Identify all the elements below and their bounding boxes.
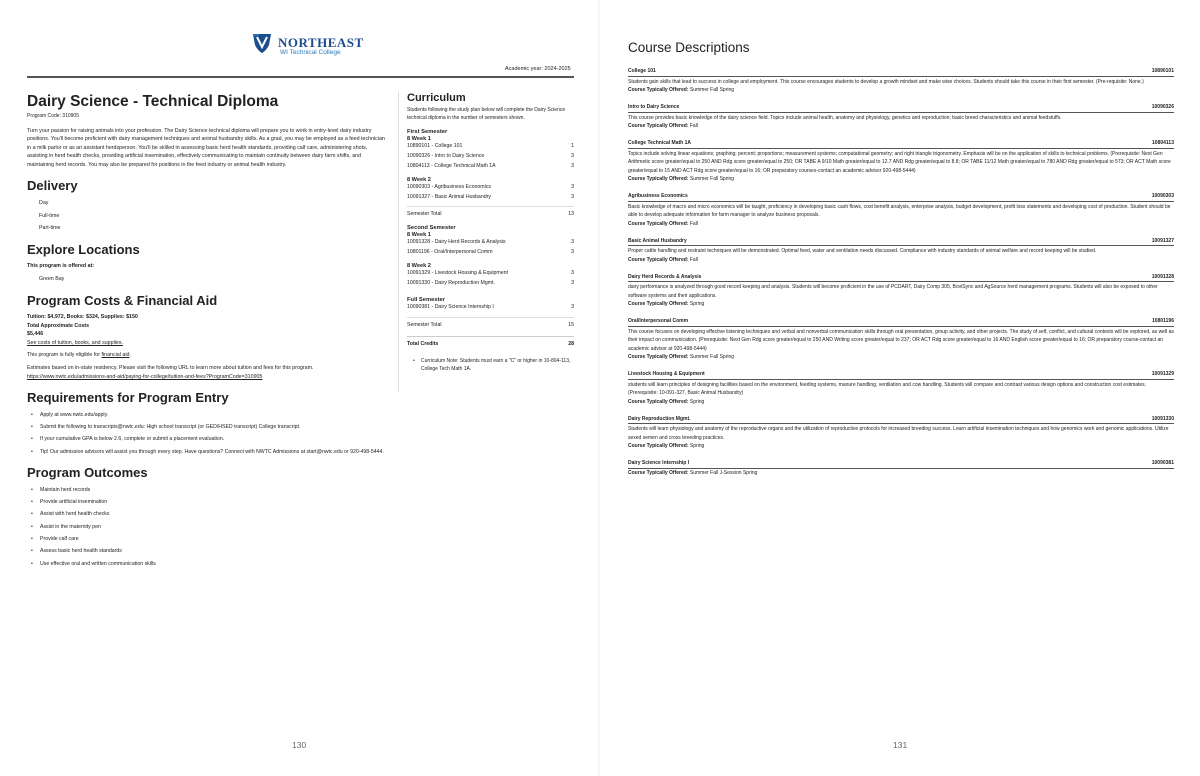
curriculum-course-row [407,162,574,172]
course-code: 10091330 [1151,415,1174,422]
course-description [628,371,1174,406]
outcome-item: • Assess basic herd health standards [39,547,385,555]
course-description [628,238,1174,264]
course-text: Students will learn physiology and anatomy of the reproductive organs and the utilization of reproductive protocols for increased breeding success. Learn artificial insemination techniques and how genomics work and genomic applications. Utilize sexed semen and cross breeding practices. [628,426,1169,441]
course-header [628,68,1174,77]
total-credits-value: 28 [568,340,574,347]
program-code: Program Code: 310905 [27,112,79,119]
course-title: Oral/Interpersonal Comm [628,318,689,324]
semester-total-value: 15 [568,321,574,328]
course-code: 10091328 [1151,273,1174,280]
semester-name: Full Semester [407,296,446,303]
delivery-item: Full-time [39,212,60,219]
course-name: 10091327 - Basic Animal Husbandry [407,193,491,200]
course-description [628,460,1174,477]
course-description [628,274,1174,309]
course-title: Intro to Dairy Science [628,104,680,110]
course-credits: 3 [571,280,574,286]
curriculum-course-row [407,183,574,193]
course-text: dairy performance is analyzed through good record keeping and analysis. Students will become proficient in the use of PCDART, Dairy Comp 305, BoviSync and AgSource herd management programs. Students will also be exposed to other software systems and their applications. [628,284,1158,299]
course-name: 10090326 - Intro to Dairy Science [407,152,485,159]
outcome-item: • Provide calf care [39,535,385,543]
course-description [628,104,1174,130]
curriculum-course-row [407,279,574,289]
course-text: This course provides basic knowledge of the dairy science field. Topics include animal health, anatomy and physiology, genetics and reproduction; basic breed characteristics and animal feedstuffs. [628,114,1062,121]
course-name: 10091329 - Livestock Housing & Equipment [407,270,508,277]
course-name: 10801196 - Oral/Interpersonal Comm [407,249,493,256]
eligible-period: . [129,352,131,359]
semester-total-value: 13 [568,211,574,218]
outcomes-heading: Program Outcomes [27,465,148,481]
requirement-item: • If your cumulative GPA is below 2.6, complete or submit a placement evaluation. [39,435,385,443]
course-offered [628,469,1174,477]
curriculum-course-row [407,238,574,248]
eligible-text: This program is fully eligible for [27,352,102,359]
course-credits: 3 [571,193,574,200]
semester-total-label: Semester Total [407,321,442,328]
course-header [628,193,1174,202]
total-costs-label: Total Approximate Costs [27,322,90,329]
course-offered [628,122,1174,130]
week-label: 8 Week 1 [407,136,431,142]
offered-label: Course Typically Offered: [628,301,689,307]
course-credits: 3 [571,270,574,277]
curriculum-course-row [407,142,574,152]
course-text: Topics include solving linear equations; graphing; percent; proportions; measurement systems; computational geometry; and right triangle trigonometry. Emphasis will be on the application of skills to technical problems. (Prerequisite: Next Gen Arithmetic score greater/equal to 250 AND Rdg score greater/equal to 250; OR TABE A 9/10 Math greater/equal to 12.7 AND Rdg greater/equal to 8.8; OR TABE 11/12 Math greater/equal to 780 AND Rdg greater/equal to 573; OR ACT Math score greater/equal to 15 AND ACT Rdg score greater/equal to 16; OR preparatory courses-contact an academic advisor 920-498-5444) [628,150,1171,174]
financial-aid-link[interactable]: financial aid [101,352,130,359]
course-code: 10090381 [1151,460,1174,466]
academic-year: Academic year: 2024-2025 [505,66,571,72]
course-title: Agribusiness Economics [628,193,688,199]
offered-terms: Fall [689,123,698,129]
course-title: Dairy Science Internship I [628,460,690,466]
course-description-list [628,68,1174,487]
total-credits-label: Total Credits [407,340,439,347]
offered-label: Course Typically Offered: [628,398,689,405]
course-code: 10091329 [1151,371,1174,377]
course-credits: 3 [571,183,574,190]
course-text: students will learn principles of designing facilities based on the environment, feeding systems, manure handling, ventilation and cow handling. Students will compare and contrast various design options and construction cost estimates. (Prerequisite: 10-091-327, Basic Animal Husbandry) [628,381,1147,396]
requirement-item: • Apply at www.nwtc.edu/apply. [39,411,385,419]
curriculum-course-row [407,193,574,203]
course-name: 10090381 - Dairy Science Internship I [407,303,494,310]
course-code: 10804113 [1152,140,1174,146]
costs-heading: Program Costs & Financial Aid [27,292,218,308]
curriculum-course-row [407,248,574,258]
tuition-line: Tuition: $4,972, Books: $324, Supplies: $150 [27,314,138,321]
locations-label: This program is offered at: [27,263,95,270]
total-costs-value: $5,446 [27,331,44,338]
course-offered [628,442,1174,450]
course-offered [628,398,1174,406]
header-rule [27,76,574,78]
location-item: Green Bay [39,275,65,282]
offered-label: Course Typically Offered: [628,123,689,129]
outcome-item: • Use effective oral and written communication skills [39,560,385,568]
curriculum-course-row [407,152,574,162]
program-title: Dairy Science - Technical Diploma [27,93,279,110]
estimate-note: Estimates based on in-state residency. Please visit the following URL to learn more about tuition and fees for this program. [27,365,314,372]
delivery-list [27,199,385,233]
course-title: Basic Animal Husbandry [628,237,687,244]
offered-label: Course Typically Offered: [628,354,689,360]
outcome-item: • Provide artificial insemination [39,498,385,506]
course-text: This course focuses on developing effective listening techniques and verbal and nonverbal communication skills through oral presentation, group activity, and other projects. The study of self, conflict, and cultural contexts will be explored, as well as their impact on communication. (Prerequisite: Next Gen Rdg score greater/equal to 250 AND Writing score greater/equal to 237; OR ACT Rdg score greater/equal to 16 AND English score greater/equal to 16; OR preparatory course-contact an academic advisor at 920-498-5444) [628,328,1174,352]
course-header [628,416,1174,425]
week-label: 8 Week 2 [407,263,431,270]
course-code: 10090326 [1151,104,1174,110]
college-logo[interactable] [250,31,364,57]
course-credits: 3 [571,162,574,169]
course-credits: 3 [571,303,574,310]
course-descriptions-heading: Course Descriptions [628,40,750,55]
semester-name: Second Semester [407,225,456,232]
total-credits-row [407,336,574,347]
shield-logo-icon [250,31,274,55]
course-text: Students gain skills that lead to success in college and employment. This course encourages students to develop a growth mindset and make wise choices. Students should take this course in their first semester. (Pre-requisite: None.) [628,78,1144,85]
offered-label: Course Typically Offered: [628,220,689,227]
curriculum-course-row [407,303,574,313]
requirements-heading: Requirements for Program Entry [27,390,229,406]
page-number-left: 130 [292,740,307,750]
course-description [628,318,1174,361]
costs-link[interactable]: See costs of tuition, books, and supplies. [27,339,123,346]
course-name: 10890101 - College 101 [407,143,463,149]
course-credits: 3 [571,239,574,246]
requirement-item: • Tip! Our admission advisors will assist you through every step. Have questions? Connect with NWTC Admissions at start@nwtc.edu or 920-498-5444. [39,448,385,456]
offered-label: Course Typically Offered: [628,87,689,93]
course-code: 10890101 [1151,68,1174,74]
program-intro: Turn your passion for raising animals into your profession. The Dairy Science technical diploma will prepare you to work in entry-level dairy industry positions. You'll become proficient with dairy management techniques and animal husbandry skills. As a grad, you may be employed as a feed technician in a milk parlor or as an assistant herdsperson. You'll be skilled in assessing basic herd health standards, providing calf care, administering shots, assisting in herd health checks, providing artificial insemination, effectively communicating to maintain continuity between dairy farm shifts, and maintaining herd records. You may also be prepared for positions in the feed industry or animal health industry. [27,127,385,168]
course-offered [628,300,1174,308]
course-text: Basic knowledge of macro and micro economics will be taught, proficiency in developing basic cash flows, cost benefit analysis, enterprise analysis, budget development, profit loss statements and developing cost of production. Student should be able to develop adequate information for farm manager to analyze business proposals. [628,203,1171,218]
offered-terms: Spring [689,301,705,307]
outcome-item: • Assist with herd health checks [39,510,385,518]
curriculum-column [398,92,574,392]
offered-terms: Fall [689,220,698,227]
outcome-item: • Assist in the maternity pen [39,523,385,531]
offered-terms: Spring [689,443,705,449]
page-number-right: 131 [893,740,908,750]
curriculum-course-row [407,269,574,279]
course-header [628,274,1174,283]
tuition-url-link[interactable]: https://www.nwtc.edu/admissions-and-aid/paying-for-college/tuition-and-fees?ProgramCode=310905 [27,373,263,380]
course-header [628,238,1174,247]
program-main-column [27,93,385,572]
delivery-heading: Delivery [27,178,78,194]
offered-label: Course Typically Offered: [628,443,689,449]
logo-subtitle: WI Technical College [280,49,341,56]
course-credits: 3 [571,152,574,159]
course-name: 10804113 - College Technical Math 1A [407,162,496,169]
course-header [628,140,1174,149]
course-title: College 101 [628,68,656,74]
course-offered [628,86,1174,94]
logo-name: NORTHEAST [278,35,364,50]
course-description [628,68,1174,94]
course-offered [628,256,1174,264]
course-offered [628,353,1174,361]
outcome-item: • Maintain herd records [39,486,385,494]
course-credits: 1 [571,143,574,149]
offered-label: Course Typically Offered: [628,176,689,182]
outcomes-list [27,486,385,568]
offered-terms: Fall [689,256,698,263]
course-description [628,416,1174,451]
locations-heading: Explore Locations [27,241,140,257]
course-offered [628,175,1174,183]
offered-terms: Summer Fall Spring [689,176,735,182]
course-header [628,318,1174,327]
course-name: 10090303 - Agribusiness Economics [407,183,491,190]
semester-total-row [407,206,574,217]
course-description [628,140,1174,183]
curriculum-intro: Students following the study plan below will complete the Dairy Science technical diploma in the number of semesters shown. [407,107,566,121]
semester-total-label: Semester Total [407,211,442,218]
offered-terms: Summer Fall Spring [689,87,735,93]
course-code: 10801196 [1152,318,1174,324]
delivery-item: Part-time [39,225,61,232]
week-label: 8 Week 1 [407,232,431,239]
week-label: 8 Week 2 [407,176,431,183]
offered-terms: Summer Fall J-Session Spring [689,469,758,476]
course-description [628,193,1174,228]
course-header [628,104,1174,113]
course-text: Proper cattle handling and restraint techniques will be demonstrated. Optimal feed, water and ventilation needs discussed. Compliance with industry standards of animal welfare and record keeping will be studied. [628,248,1097,254]
course-title: Livestock Housing & Equipment [628,371,705,377]
offered-label: Course Typically Offered: [628,256,689,263]
offered-label: Course Typically Offered: [628,469,689,476]
course-title: Dairy Herd Records & Analysis [628,273,702,280]
requirement-item: • Submit the following to transcripts@nwtc.edu: High school transcript (or GED/HSED transcript) College transcript. [39,423,385,431]
requirements-list [27,411,385,456]
course-name: 10091328 - Dairy Herd Records & Analysis [407,239,506,246]
course-code: 10090303 [1151,193,1174,199]
semester-name: First Semester [407,129,448,135]
course-code: 10091327 [1151,237,1174,244]
offered-terms: Summer Fall Spring [689,354,735,360]
offered-terms: Spring [689,398,705,405]
curriculum-heading: Curriculum [407,92,466,104]
curriculum-note: • Curriculum Note: Students must earn a "C" or higher in 10-804-113, College Tech Math 1A. [407,357,574,373]
course-header [628,371,1174,380]
course-header [628,460,1174,469]
course-credits: 3 [571,249,574,256]
course-title: College Technical Math 1A [628,140,691,146]
semester-total-row [407,317,574,328]
course-offered [628,220,1174,228]
delivery-item: Day [39,200,49,207]
course-title: Dairy Reproduction Mgmt. [628,415,691,422]
course-name: 10091330 - Dairy Reproduction Mgmt. [407,280,495,286]
right-page [600,0,1200,776]
